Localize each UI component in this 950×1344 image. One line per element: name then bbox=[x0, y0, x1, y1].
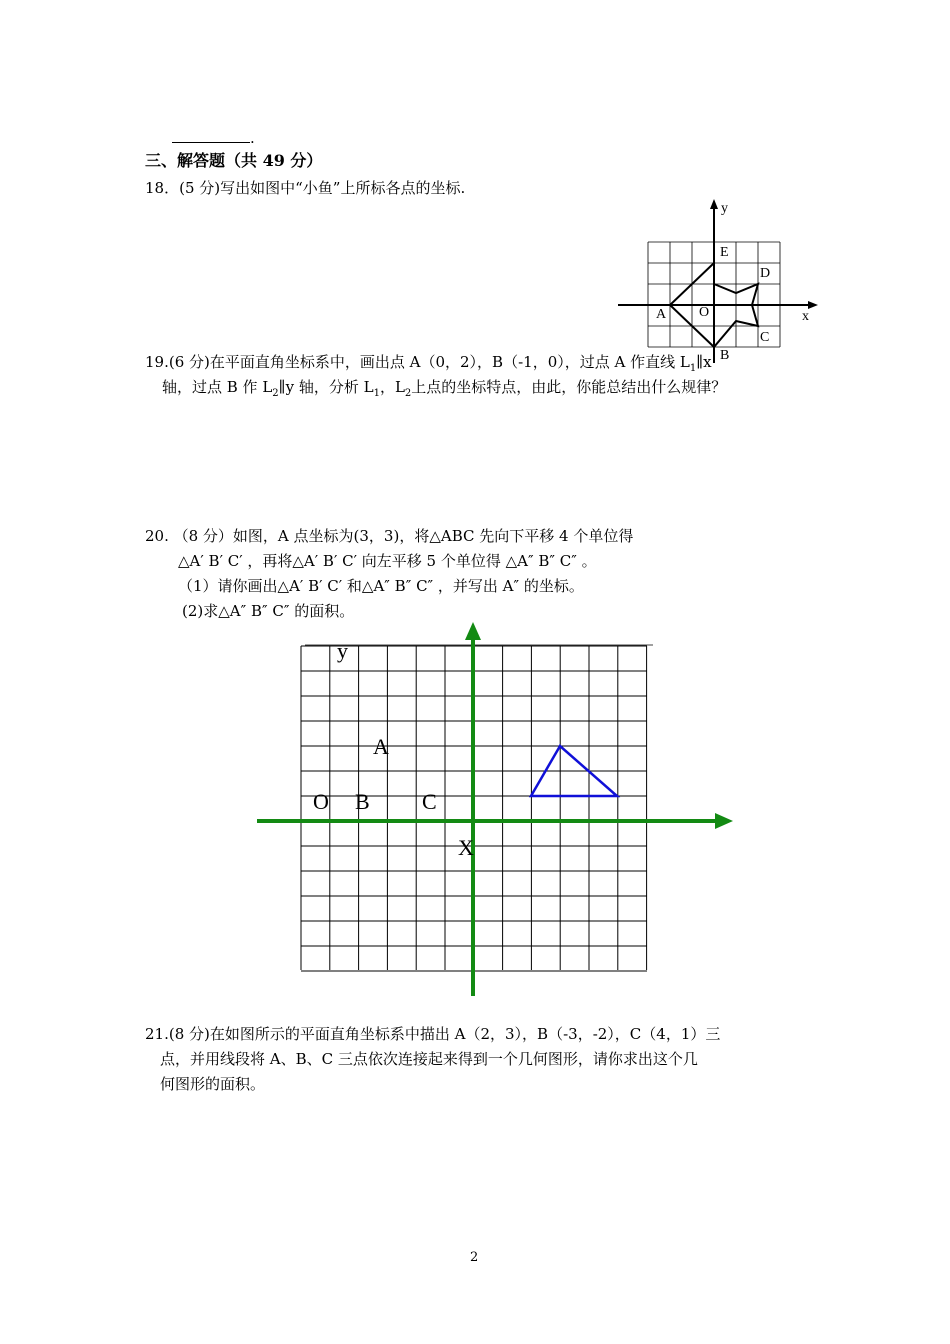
q18-text: 18．(5 分)写出如图中“小鱼”上所标各点的坐标. bbox=[145, 179, 466, 197]
fish-label-c: C bbox=[760, 330, 770, 345]
fish-label-a: A bbox=[656, 307, 667, 322]
fish-label-d: D bbox=[760, 266, 771, 281]
label-a: A bbox=[373, 734, 389, 759]
label-o: O bbox=[313, 789, 329, 814]
x-axis-arrow bbox=[715, 813, 733, 829]
fish-y-arrow bbox=[710, 199, 718, 209]
label-b: B bbox=[355, 789, 370, 814]
fish-x-arrow bbox=[808, 301, 818, 309]
fish-label-o: O bbox=[699, 305, 710, 320]
q20-line1: 20. （8 分）如图，A 点坐标为(3，3)，将△ABC 先向下平移 4 个单位得 bbox=[145, 527, 634, 545]
q21-line2: 点，并用线段将 A、B、C 三点依次连接起来得到一个几何图形，请你求出这个几 bbox=[160, 1050, 698, 1068]
answer-blank: . bbox=[172, 128, 255, 148]
y-axis-arrow bbox=[465, 622, 481, 640]
section-title: 三、解答题（共 49 分） bbox=[145, 151, 323, 170]
fish-label-x: x bbox=[802, 309, 809, 324]
q20-line3: （1）请你画出△A′ B′ C′ 和△A″ B″ C″ ，并写出 A″ 的坐标。 bbox=[178, 577, 584, 595]
translation-figure bbox=[255, 620, 745, 1000]
fish-label-e: E bbox=[720, 245, 729, 260]
q20-line4: (2)求△A″ B″ C″ 的面积。 bbox=[182, 602, 355, 620]
page-number: 2 bbox=[470, 1250, 479, 1265]
q19-line1: 19.(6 分)在平面直角坐标系中，画出点 A（0，2），B（-1，0），过点 A 作直线 $L_1\parallel x$ bbox=[145, 353, 712, 374]
fish-figure bbox=[610, 195, 830, 365]
q20-line2: △A′ B′ C′ ，再将△A′ B′ C′ 向左平移 5 个单位得 △A″ B″ C″ 。 bbox=[178, 552, 597, 570]
label-x: X bbox=[458, 835, 474, 860]
fish-label-y: y bbox=[721, 201, 728, 216]
q19-line2: 轴，过点 B 作 $L_2\parallel y$ 轴，分析 $L_1$，$L_2$上点的坐标特点，由此，你能总结出什么规律？ bbox=[162, 378, 727, 399]
q21-line3: 何图形的面积。 bbox=[160, 1075, 266, 1093]
fish-label-b: B bbox=[720, 348, 730, 363]
label-c: C bbox=[422, 789, 437, 814]
label-y: y bbox=[337, 638, 348, 663]
q21-line1: 21.(8 分)在如图所示的平面直角坐标系中描出 A（2，3），B（-3，-2），C（4，1）三 bbox=[145, 1025, 721, 1043]
